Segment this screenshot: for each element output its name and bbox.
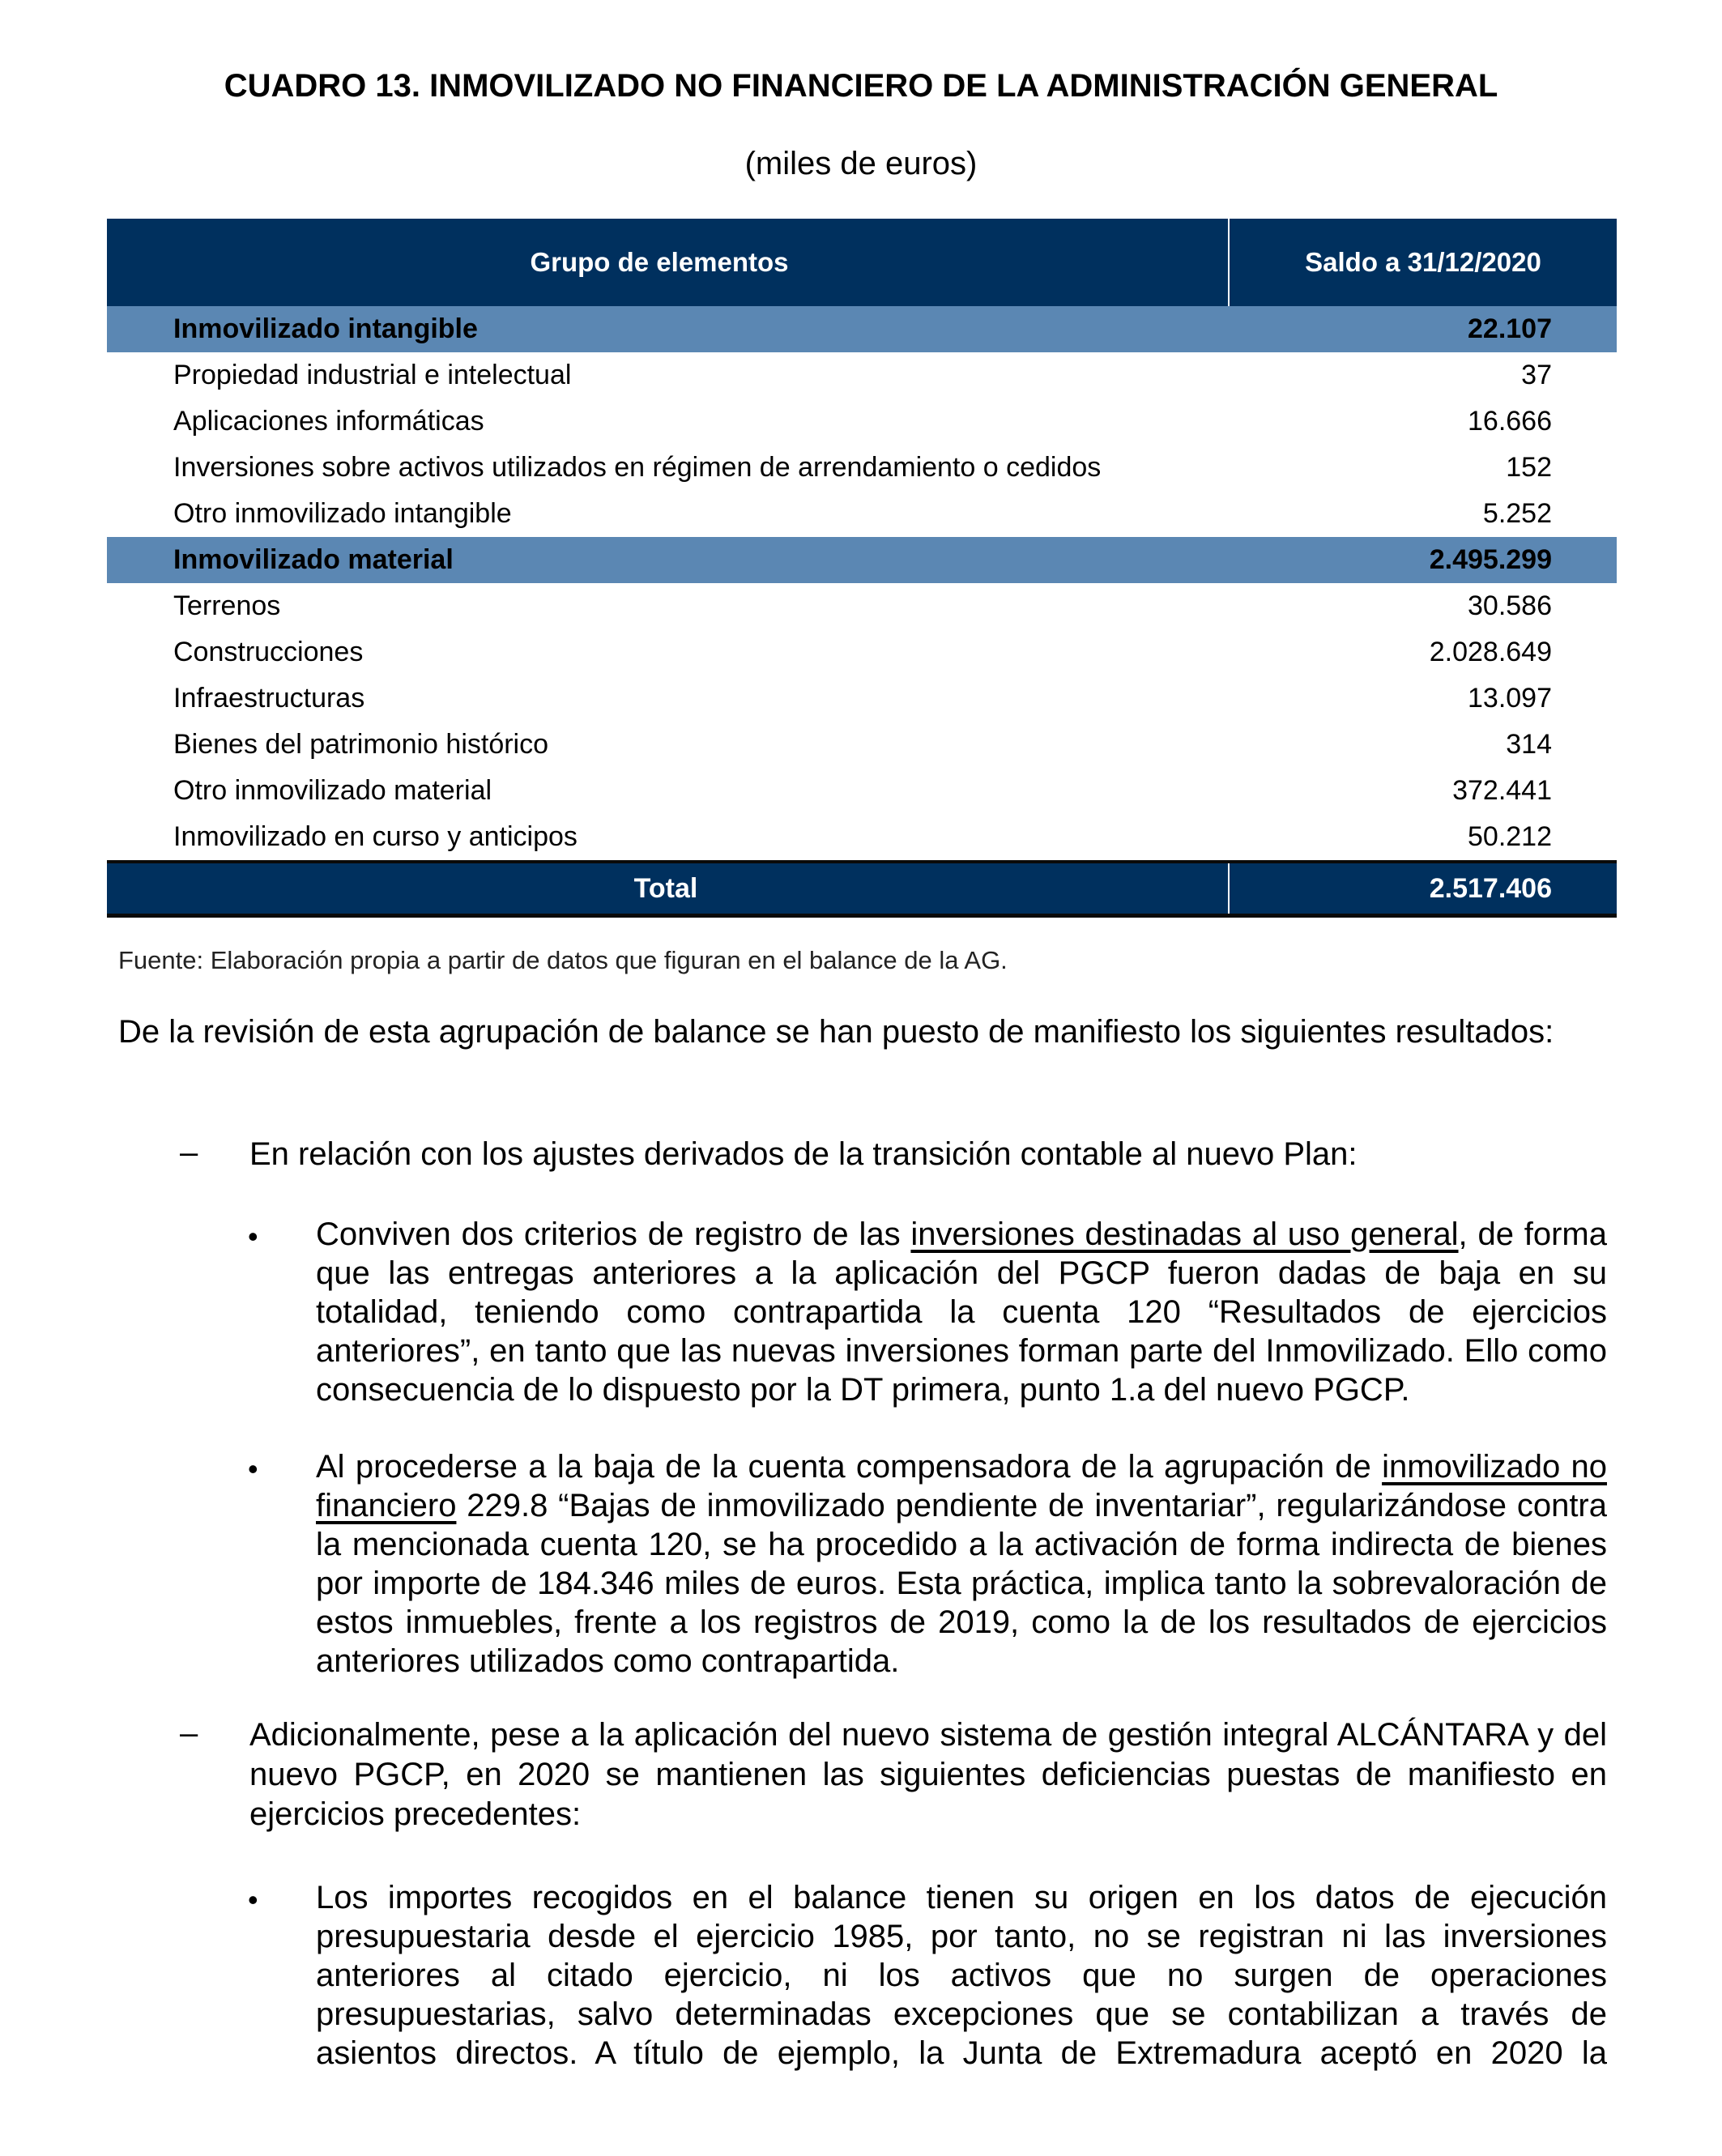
row-value: 13.097 [1468,683,1552,714]
bullet-paragraph [316,1215,1607,1409]
bullet-text-post: , de forma que las entregas anteriores a la aplicación del PGCP fueron dadas de baja en su totalidad, teniendo como contrapartida la cuenta 120 “Resultados de ejercicios anteriores”, en tanto que las nuevas inversiones forman parte del Inmovilizado. Ello como consecuencia de lo dispuesto por la DT primera, punto 1.a del nuevo PGCP. [316,1216,1607,1408]
dash-marker: – [180,1135,198,1170]
table-row [107,491,1617,537]
row-label: Inmovilizado en curso y anticipos [173,821,578,852]
group-value: 22.107 [1229,306,1617,352]
bullet-text-post: 229.8 “Bajas de inmovilizado pendiente de inventariar”, regularizándose contra la mencionada cuenta 120, se ha procedido a la activación de forma indirecta de bienes por importe de 184.346 miles de euros. Esta práctica, implica tanto la sobrevaloración de estos inmuebles, frente a los registros de 2019, como la de los resultados de ejercicios anteriores utilizados como contrapartida. [316,1488,1607,1679]
table-row [107,445,1617,491]
row-label: Construcciones [173,637,364,667]
table-row [107,722,1617,768]
row-value: 37 [1521,360,1552,390]
row-label: Bienes del patrimonio histórico [173,729,549,760]
fixed-assets-table [107,219,1617,918]
group-row [107,306,1617,352]
row-label: Aplicaciones informáticas [173,406,484,437]
group-value: 2.495.299 [1229,537,1617,583]
bullet-text-pre: Los importes recogidos en el balance tienen su origen en los datos de ejecución presupuestaria desde el ejercicio 1985, por tanto, no se registran ni las inversiones anteriores al citado ejercicio, ni los activos que no surgen de operaciones presupuestarias, salvo determinadas excepciones que se contabilizan a través de asientos directos. A título de ejemplo, la Junta de Extremadura aceptó en 2020 la [316,1880,1607,2071]
intro-paragraph: De la revisión de esta agrupación de balance se han puesto de manifiesto los siguientes resultados: [118,1014,1554,1050]
row-label: Otro inmovilizado material [173,775,492,806]
table-row [107,583,1617,629]
bullet-marker: • [248,1220,258,1253]
row-value: 2.028.649 [1429,637,1552,667]
table-subtitle: (miles de euros) [744,146,978,181]
group-label: Inmovilizado material [107,537,1229,583]
bullet-text-pre: Al procederse a la baja de la cuenta compensadora de la agrupación de [316,1449,1383,1485]
bullet-paragraph [316,1447,1607,1681]
row-value: 314 [1506,729,1552,760]
row-label: Propiedad industrial e intelectual [173,360,572,390]
row-value: 30.586 [1468,590,1552,621]
row-label: Infraestructuras [173,683,365,714]
table-row [107,398,1617,445]
group-label: Inmovilizado intangible [107,306,1229,352]
total-label: Total [107,862,1229,916]
bullet-paragraph [316,1878,1607,2073]
section-heading: En relación con los ajustes derivados de la transición contable al nuevo Plan: [249,1136,1358,1172]
row-value: 5.252 [1482,498,1552,529]
table-row [107,675,1617,722]
group-row [107,537,1617,583]
dash-marker: – [180,1715,198,1751]
total-value: 2.517.406 [1229,862,1617,916]
table-source-note: Fuente: Elaboración propia a partir de datos que figuran en el balance de la AG. [118,946,1008,974]
row-value: 16.666 [1468,406,1552,437]
table-header-row [107,219,1617,306]
row-value: 372.441 [1452,775,1552,806]
row-value: 50.212 [1468,821,1552,852]
row-value: 152 [1506,452,1552,483]
header-group: Grupo de elementos [107,219,1229,306]
row-label: Otro inmovilizado intangible [173,498,512,529]
bullet-text-underlined: inmovilizado no financiero [316,1449,1607,1523]
table-row [107,814,1617,862]
row-label: Inversiones sobre activos utilizados en régimen de arrendamiento o cedidos [173,452,1102,483]
row-label: Terrenos [173,590,281,621]
bullet-marker: • [248,1452,258,1485]
table-row [107,629,1617,675]
table-row [107,768,1617,814]
bullet-marker: • [248,1883,258,1916]
bullet-text-pre: Conviven dos criterios de registro de las [316,1216,911,1252]
table-title: CUADRO 13. INMOVILIZADO NO FINANCIERO DE LA ADMINISTRACIÓN GENERAL [224,68,1498,104]
bullet-text-underlined: inversiones destinadas al uso general [910,1216,1459,1252]
table-row [107,352,1617,398]
total-row [107,862,1617,916]
header-balance: Saldo a 31/12/2020 [1229,219,1617,306]
section-heading: Adicionalmente, pese a la aplicación del nuevo sistema de gestión integral ALCÁNTARA y del nuevo PGCP, en 2020 se mantienen las siguientes deficiencias puestas de manifiesto en ejercicios precedentes: [249,1717,1607,1832]
